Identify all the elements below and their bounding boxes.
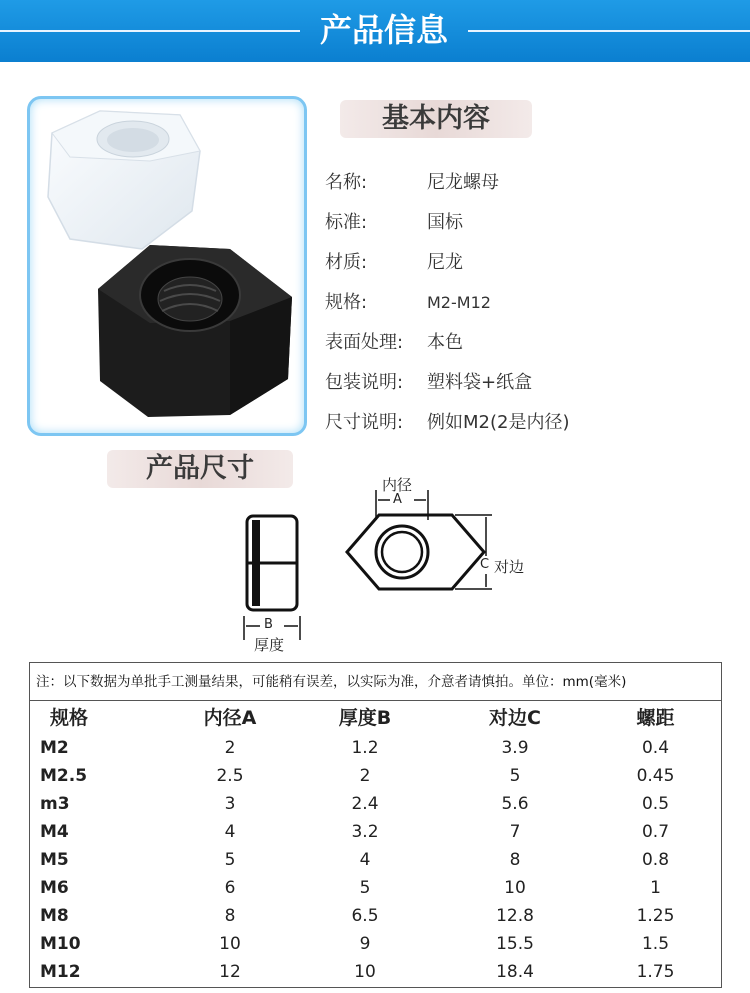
banner-rule-left — [0, 30, 300, 32]
cell-thickness: 10 — [354, 962, 376, 982]
cell-spec: M6 — [40, 878, 69, 898]
info-value: 本色 — [427, 332, 463, 353]
info-value: 尼龙 — [427, 252, 463, 273]
header-inner-dia: 内径A — [203, 707, 257, 729]
table-row — [30, 762, 721, 790]
header-spec: 规格 — [50, 707, 89, 729]
header-thickness: 厚度B — [338, 707, 392, 729]
cell-across-flats: 12.8 — [496, 906, 534, 926]
cell-pitch: 0.8 — [641, 850, 670, 870]
cell-across-flats: 5.6 — [501, 794, 529, 814]
cell-spec: M2.5 — [40, 766, 88, 786]
cell-pitch: 1.25 — [636, 906, 675, 926]
cell-thickness: 5 — [359, 878, 371, 898]
cell-inner-dia: 3 — [224, 794, 236, 814]
table-row — [30, 902, 721, 930]
cell-across-flats: 5 — [509, 766, 521, 786]
header-banner — [0, 0, 750, 62]
info-value: 塑料袋+纸盒 — [427, 372, 533, 393]
info-label: 表面处理: — [325, 332, 404, 353]
info-size-note-row — [325, 408, 735, 438]
info-name-row — [325, 168, 735, 198]
cell-pitch: 0.45 — [636, 766, 675, 786]
info-label: 标准: — [325, 212, 368, 233]
info-label: 包装说明: — [325, 372, 404, 393]
cell-spec: m3 — [40, 794, 70, 814]
info-label: 材质: — [325, 252, 368, 273]
table-row — [30, 930, 721, 958]
table-row — [30, 874, 721, 902]
table-row — [30, 790, 721, 818]
cell-pitch: 0.4 — [641, 738, 670, 758]
cell-pitch: 1 — [650, 878, 661, 898]
info-standard-row — [325, 208, 735, 238]
product-photo — [27, 96, 307, 436]
cell-inner-dia: 8 — [224, 906, 236, 926]
header-across-flats: 对边C — [489, 707, 541, 729]
diagram-across-flats-label: 对边 — [494, 558, 525, 576]
cell-thickness: 9 — [359, 934, 371, 954]
header-pitch: 螺距 — [636, 707, 675, 729]
info-value: 尼龙螺母 — [427, 172, 499, 193]
cell-pitch: 0.5 — [641, 794, 670, 814]
cell-spec: M8 — [40, 906, 69, 926]
cell-thickness: 2 — [359, 766, 371, 786]
cell-pitch: 1.75 — [636, 962, 675, 982]
cell-thickness: 3.2 — [351, 822, 379, 842]
section-basic-info: 基本内容 — [340, 100, 532, 138]
cell-across-flats: 10 — [504, 878, 526, 898]
section-product-size: 产品尺寸 — [107, 450, 293, 488]
nylon-nut-image — [30, 99, 304, 433]
table-row — [30, 846, 721, 874]
diagram-b-label: B — [264, 617, 273, 632]
size-table — [29, 662, 722, 988]
cell-across-flats: 3.9 — [501, 738, 529, 758]
cell-thickness: 2.4 — [351, 794, 379, 814]
table-row — [30, 958, 721, 986]
cell-spec: M12 — [40, 962, 81, 982]
info-package-row — [325, 368, 735, 398]
cell-pitch: 0.7 — [641, 822, 670, 842]
cell-spec: M5 — [40, 850, 69, 870]
cell-spec: M10 — [40, 934, 81, 954]
cell-inner-dia: 5 — [224, 850, 236, 870]
table-row — [30, 734, 721, 762]
cell-inner-dia: 6 — [224, 878, 236, 898]
cell-inner-dia: 4 — [224, 822, 236, 842]
info-label: 名称: — [325, 172, 368, 193]
cell-spec: M4 — [40, 822, 69, 842]
table-note: 注：以下数据为单批手工测量结果，可能稍有误差，以实际为准，介意者请慎拍。单位：mm(毫米) — [30, 663, 721, 701]
cell-across-flats: 8 — [509, 850, 521, 870]
info-label: 尺寸说明: — [325, 412, 404, 433]
cell-spec: M2 — [40, 738, 69, 758]
info-value: 国标 — [427, 212, 463, 233]
diagram-inner-diameter-label: 内径 — [382, 476, 413, 494]
cell-inner-dia: 10 — [219, 934, 241, 954]
cell-inner-dia: 2.5 — [216, 766, 244, 786]
cell-thickness: 4 — [359, 850, 371, 870]
cell-inner-dia: 12 — [219, 962, 241, 982]
table-row — [30, 818, 721, 846]
info-label: 规格: — [325, 292, 368, 313]
info-material-row — [325, 248, 735, 278]
cell-thickness: 1.2 — [351, 738, 379, 758]
info-surface-row — [325, 328, 735, 358]
page-title: 产品信息 — [319, 11, 448, 49]
info-spec-row — [325, 288, 735, 318]
diagram-thickness-label: 厚度 — [254, 636, 285, 654]
diagram-c-label: C — [480, 557, 490, 572]
banner-rule-right — [468, 30, 750, 32]
cell-across-flats: 18.4 — [496, 962, 534, 982]
cell-thickness: 6.5 — [351, 906, 379, 926]
diagram-a-label: A — [393, 492, 402, 507]
cell-pitch: 1.5 — [641, 934, 670, 954]
cell-across-flats: 7 — [509, 822, 521, 842]
info-value: M2-M12 — [427, 293, 491, 312]
table-header — [30, 702, 721, 734]
cell-inner-dia: 2 — [224, 738, 236, 758]
cell-across-flats: 15.5 — [496, 934, 534, 954]
info-value: 例如M2(2是内径) — [427, 412, 570, 433]
